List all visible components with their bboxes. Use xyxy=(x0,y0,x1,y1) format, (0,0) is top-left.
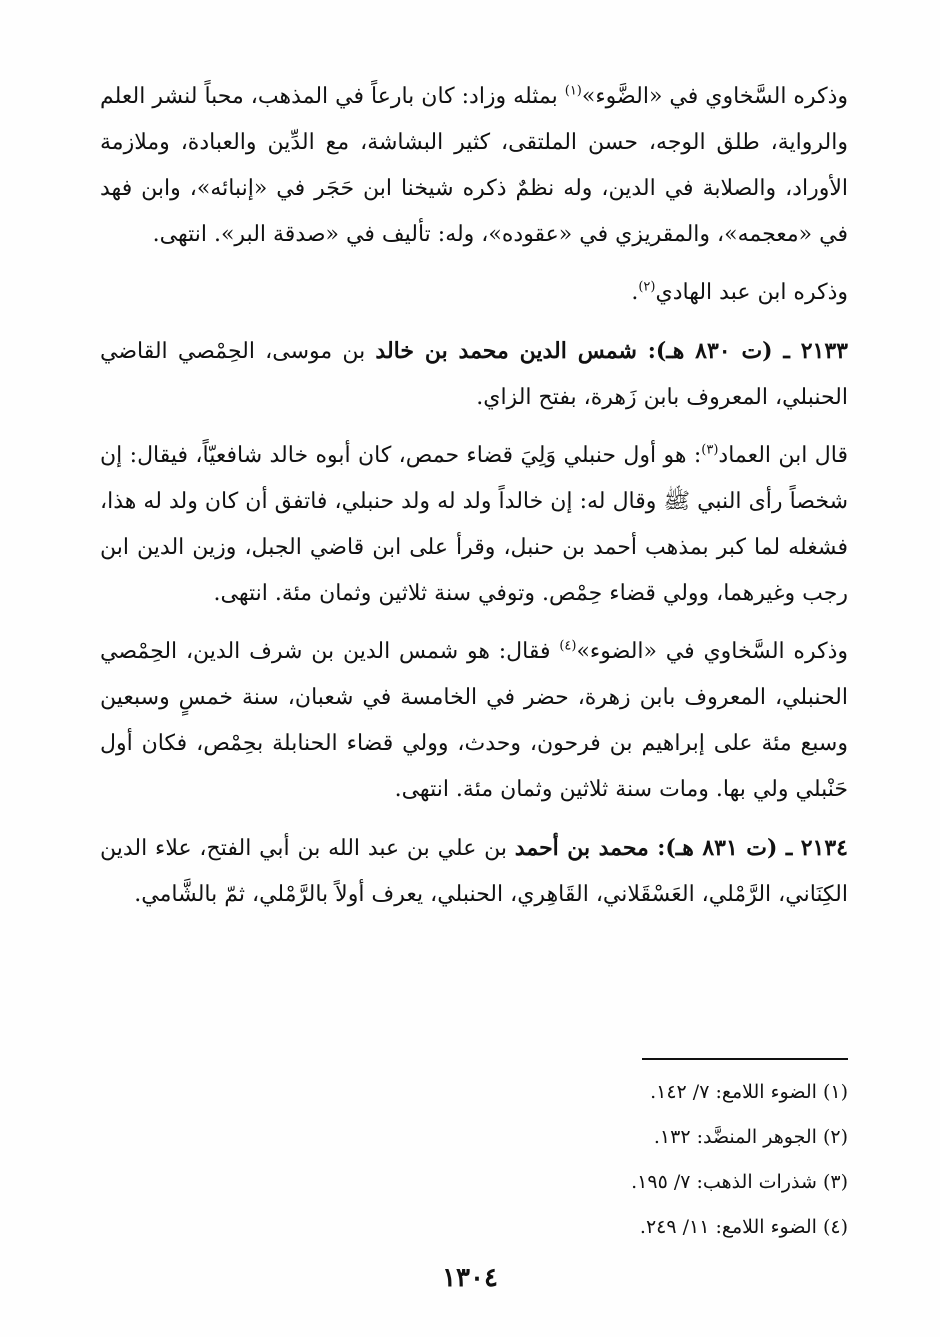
entry-text: بن علي بن عبد الله بن أبي الفتح، علاء الدين الكِنَاني، الرَّمْلي، العَسْقَلاني، القَاهِري، الحنبلي، يعرف أولاً بالرَّمْلي، ثمّ بالشَّامي. xyxy=(100,836,848,907)
footnote-marker: (٣) xyxy=(701,442,719,458)
paragraph-prefix: وذكره السَّخاوي في «الضوء» xyxy=(576,639,848,664)
paragraph-prefix: قال ابن العماد xyxy=(718,443,848,468)
biography-entry-2134 xyxy=(100,825,848,918)
paragraph-text: فقال: هو شمس الدين بن شرف الدين، الحِمْصي الحنبلي، المعروف بابن زهرة، حضر في الخامسة في شعبان، سنة خمسٍ وسبعين وسبع مئة على إبراهيم بن فرحون، وحدث، وولي قضاء الحنابلة بحِمْص، فكان أول حَنْبلي ولي بها. ومات سنة ثلاثين وثمان مئة. انتهى. xyxy=(100,639,848,802)
main-text xyxy=(100,74,848,918)
footnote-2: (٢) الجوهر المنضَّد: ١٣٢. xyxy=(653,1126,848,1148)
entry-heading: ٢١٣٣ ـ (ت ٨٣٠ هـ): شمس الدين محمد بن خالد xyxy=(375,338,848,364)
entry-heading: ٢١٣٤ ـ (ت ٨٣١ هـ): محمد بن أحمد xyxy=(514,835,848,861)
paragraph-prefix: وذكره ابن عبد الهادي xyxy=(655,280,848,305)
paragraph-sakhawi-note xyxy=(100,74,848,258)
biography-entry-2133 xyxy=(100,328,848,421)
footnote-3: (٣) شذرات الذهب: ٧/ ١٩٥. xyxy=(631,1171,848,1193)
page-number: ١٣٠٤ xyxy=(442,1263,498,1293)
paragraph-ibn-alimad-note xyxy=(100,433,848,617)
footnote-4: (٤) الضوء اللامع: ١١/ ٢٤٩. xyxy=(639,1216,848,1238)
footnote-divider xyxy=(642,1058,848,1060)
footnotes xyxy=(398,1070,848,1250)
entry-text: بن موسى، الحِمْصي القاضي الحنبلي، المعروف بابن زَهرة، بفتح الزاي. xyxy=(100,339,848,410)
paragraph-prefix: وذكره السَّخاوي في «الضَّوء» xyxy=(581,84,848,109)
paragraph-text: : هو أول حنبلي وَلِيَ قضاء حمص، كان أبوه خالد شافعيّاً، فيقال: إن شخصاً رأى النبي ﷺ وقال له: إن خالداً ولد له ولد حنبلي، فاتفق أن كان ولد له هذا، فشغله لما كبر بمذهب أحمد بن حنبل، وقرأ على ابن قاضي الجبل، وزين الدين ابن رجب وغيرهما، وولي قضاء حِمْص. وتوفي سنة ثلاثين وثمان مئة. انتهى. xyxy=(100,443,848,606)
paragraph-text: . xyxy=(631,280,639,305)
footnote-marker: (١) xyxy=(564,83,582,99)
paragraph-ibn-abd-alhadi-note xyxy=(100,270,848,316)
paragraph-text: بمثله وزاد: كان بارعاً في المذهب، محباً لنشر العلم والرواية، طلق الوجه، حسن الملتقى، كثير البشاشة، مع الدِّين والعبادة، وملازمة الأوراد، والصلابة في الدين، وله نظمٌ ذكره شيخنا ابن حَجَر في «إنبائه»، وابن فهد في «معجمه»، والمقريزي في «عقوده»، وله: تأليف في «صدقة البر». انتهى. xyxy=(100,84,848,247)
paragraph-sakhawi-second-note xyxy=(100,629,848,813)
footnote-marker: (٤) xyxy=(559,638,577,654)
footnote-1: (١) الضوء اللامع: ٧/ ١٤٢. xyxy=(650,1081,848,1103)
footnote-marker: (٢) xyxy=(638,279,656,295)
